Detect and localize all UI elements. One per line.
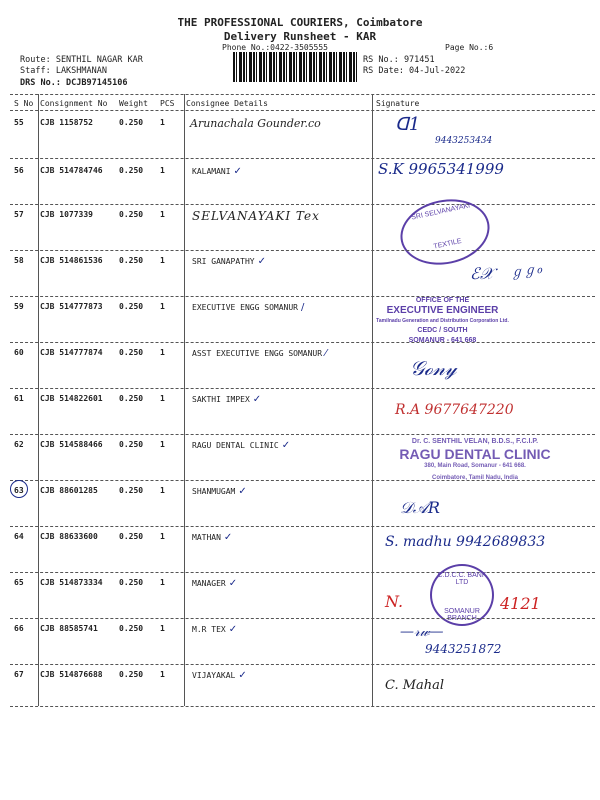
table-row bbox=[0, 664, 600, 710]
table-row bbox=[0, 112, 600, 158]
row-pcs: 1 bbox=[160, 118, 165, 127]
row-weight: 0.250 bbox=[119, 256, 144, 265]
row-consignment: CJB 514876688 bbox=[40, 670, 103, 679]
signature-scribble: 𝒟𝒜𝑅 bbox=[400, 498, 440, 517]
row-consignment: CJB 514588466 bbox=[40, 440, 103, 449]
row-pcs: 1 bbox=[160, 624, 165, 633]
row-signature: R.A 9677647220 bbox=[395, 402, 514, 418]
row-weight: 0.250 bbox=[119, 118, 144, 127]
table-row bbox=[0, 296, 600, 342]
row-pcs: 1 bbox=[160, 166, 165, 175]
col-header-pcs: PCS bbox=[160, 99, 175, 108]
row-weight: 0.250 bbox=[119, 166, 144, 175]
table-row bbox=[0, 434, 600, 480]
col-header-consignment: Consignment No bbox=[40, 99, 108, 108]
table-top-rule bbox=[10, 94, 595, 95]
row-consignee: SHANMUGAM ✓ bbox=[192, 486, 247, 497]
row-signature: S. madhu 9942689833 bbox=[385, 534, 546, 550]
row-sno: 65 bbox=[14, 578, 24, 587]
row-consignment: CJB 88633600 bbox=[40, 532, 98, 541]
row-pcs: 1 bbox=[160, 256, 165, 265]
row-pcs: 1 bbox=[160, 440, 165, 449]
row-weight: 0.250 bbox=[119, 302, 144, 311]
row-consignee: SAKTHI IMPEX ✓ bbox=[192, 394, 262, 405]
signature-scribble: N. bbox=[385, 592, 404, 611]
rs-date: RS Date: 04-Jul-2022 bbox=[363, 66, 466, 76]
row-sno: 57 bbox=[14, 210, 24, 219]
bank-stamp: C.D.C.C. BANK LTD SOMANUR BRANCH bbox=[430, 564, 494, 626]
col-header-consignee: Consignee Details bbox=[186, 99, 268, 108]
tick-mark: ⁄ bbox=[325, 348, 327, 359]
row-weight: 0.250 bbox=[119, 210, 144, 219]
row-weight: 0.250 bbox=[119, 624, 144, 633]
row-signature: 9443251872 bbox=[425, 642, 502, 656]
col-header-sno: S No bbox=[14, 99, 34, 108]
row-signature: C. Mahal bbox=[385, 678, 445, 693]
tick-mark: ✓ bbox=[252, 394, 262, 405]
row-weight: 0.250 bbox=[119, 348, 144, 357]
row-consignment: CJB 514873334 bbox=[40, 578, 103, 587]
row-signature: 9443253434 bbox=[435, 136, 493, 146]
table-row bbox=[0, 526, 600, 572]
dental-clinic-stamp: Dr. C. SENTHIL VELAN, B.D.S., F.C.I.P. RAGU DENTAL CLINIC 380, Main Road, Somanur - 641 668. Coimbatore, Tamil Nadu, India bbox=[399, 438, 551, 481]
phone-number: Phone No.:0422-3505555 bbox=[222, 43, 328, 52]
table-row bbox=[0, 342, 600, 388]
row-pcs: 1 bbox=[160, 486, 165, 495]
row-sno: 66 bbox=[14, 624, 24, 633]
row-sno: 60 bbox=[14, 348, 24, 357]
table-row bbox=[0, 204, 600, 250]
row-consignee: RAGU DENTAL CLINIC ✓ bbox=[192, 440, 291, 451]
row-consignee: Arunachala Gounder.co bbox=[190, 117, 321, 130]
row-consignment: CJB 1077339 bbox=[40, 210, 93, 219]
table-header-rule bbox=[10, 110, 595, 111]
row-pcs: 1 bbox=[160, 302, 165, 311]
row-consignment: CJB 514777874 bbox=[40, 348, 103, 357]
row-sno: 62 bbox=[14, 440, 24, 449]
row-consignee: EXECUTIVE ENGG SOMANUR / bbox=[192, 302, 305, 313]
company-name: THE PROFESSIONAL COURIERS, Coimbatore bbox=[177, 16, 423, 29]
col-header-weight: Weight bbox=[119, 99, 148, 108]
tick-mark: ✓ bbox=[223, 532, 233, 543]
row-sno: 67 bbox=[14, 670, 24, 679]
signature-scribble: ℊℊℴ bbox=[509, 261, 544, 282]
tick-mark: ✓ bbox=[281, 440, 291, 451]
row-sno: 61 bbox=[14, 394, 24, 403]
tick-mark: ✓ bbox=[228, 578, 238, 589]
tick-mark: ✓ bbox=[238, 670, 247, 681]
tick-mark: ✓ bbox=[233, 166, 242, 177]
row-pcs: 1 bbox=[160, 670, 165, 679]
row-pcs: 1 bbox=[160, 348, 165, 357]
table-row bbox=[0, 480, 600, 526]
col-header-signature: Signature bbox=[376, 99, 420, 108]
row-sno: 64 bbox=[14, 532, 24, 541]
textile-stamp: SRI SELVANAYAKI TEXTILE bbox=[394, 191, 495, 272]
row-weight: 0.250 bbox=[119, 532, 144, 541]
row-consignee: M.R TEX ✓ bbox=[192, 624, 238, 635]
row-weight: 0.250 bbox=[119, 670, 144, 679]
staff: Staff: LAKSHMANAN bbox=[20, 66, 107, 76]
signature-scribble: —𝓇𝓌— bbox=[400, 624, 444, 640]
route: Route: SENTHIL NAGAR KAR bbox=[20, 55, 143, 65]
tick-mark: ✓ bbox=[257, 256, 267, 267]
row-rule bbox=[10, 706, 595, 707]
row-weight: 0.250 bbox=[119, 578, 144, 587]
runsheet-title: Delivery Runsheet - KAR bbox=[223, 30, 377, 43]
row-consignment: CJB 514861536 bbox=[40, 256, 103, 265]
row-signature: S.K 9965341999 bbox=[378, 160, 504, 178]
rs-number: RS No.: 971451 bbox=[363, 55, 435, 65]
table-row bbox=[0, 572, 600, 622]
table-row bbox=[0, 388, 600, 434]
page-number: Page No.:6 bbox=[445, 43, 494, 52]
row-consignment: CJB 1158752 bbox=[40, 118, 93, 127]
row-weight: 0.250 bbox=[119, 440, 144, 449]
row-consignee: SRI GANAPATHY ✓ bbox=[192, 256, 267, 267]
row-sno: 59 bbox=[14, 302, 24, 311]
row-consignment: CJB 514784746 bbox=[40, 166, 103, 175]
table-row bbox=[0, 250, 600, 296]
signature-scribble: 𝒢ℴ𝓃𝓎 bbox=[410, 356, 457, 380]
row-pcs: 1 bbox=[160, 394, 165, 403]
row-pcs: 1 bbox=[160, 578, 165, 587]
row-sno: 55 bbox=[14, 118, 24, 127]
row-consignee: VIJAYAKAL ✓ bbox=[192, 670, 247, 681]
table-row bbox=[0, 158, 600, 204]
row-weight: 0.250 bbox=[119, 394, 144, 403]
office-stamp: OFFICE OF THE EXECUTIVE ENGINEER Tamilnadu Generation and Distribution Corporation Ltd. CEDC / SOUTH SOMANUR - 641 668 bbox=[376, 297, 509, 344]
row-sno: 58 bbox=[14, 256, 24, 265]
row-consignment: CJB 88601285 bbox=[40, 486, 98, 495]
row-consignee: MATHAN ✓ bbox=[192, 532, 233, 543]
row-consignment: CJB 514777873 bbox=[40, 302, 103, 311]
row-consignment: CJB 514822601 bbox=[40, 394, 103, 403]
row-weight: 0.250 bbox=[119, 486, 144, 495]
signature-scribble: ℰ𝒳 bbox=[470, 264, 494, 283]
row-sno: 56 bbox=[14, 166, 24, 175]
row-consignee: MANAGER ✓ bbox=[192, 578, 238, 589]
row-signature: 4121 bbox=[500, 594, 541, 613]
row-pcs: 1 bbox=[160, 210, 165, 219]
barcode bbox=[233, 52, 358, 82]
row-consignee: ASST EXECUTIVE ENGG SOMANUR ⁄ bbox=[192, 348, 327, 359]
drs-number: DRS No.: DCJB97145106 bbox=[20, 78, 128, 88]
row-consignee: SELVANAYAKI Tex bbox=[192, 209, 320, 223]
row-pcs: 1 bbox=[160, 532, 165, 541]
row-consignee: KALAMANI ✓ bbox=[192, 166, 242, 177]
tick-mark: ✓ bbox=[238, 486, 247, 497]
signature-scribble: ᗡ1 bbox=[395, 114, 421, 135]
row-sno: 63 bbox=[14, 486, 24, 495]
tick-mark: ✓ bbox=[228, 624, 238, 635]
tick-mark: / bbox=[300, 302, 305, 313]
table-row bbox=[0, 618, 600, 664]
row-consignment: CJB 88585741 bbox=[40, 624, 98, 633]
